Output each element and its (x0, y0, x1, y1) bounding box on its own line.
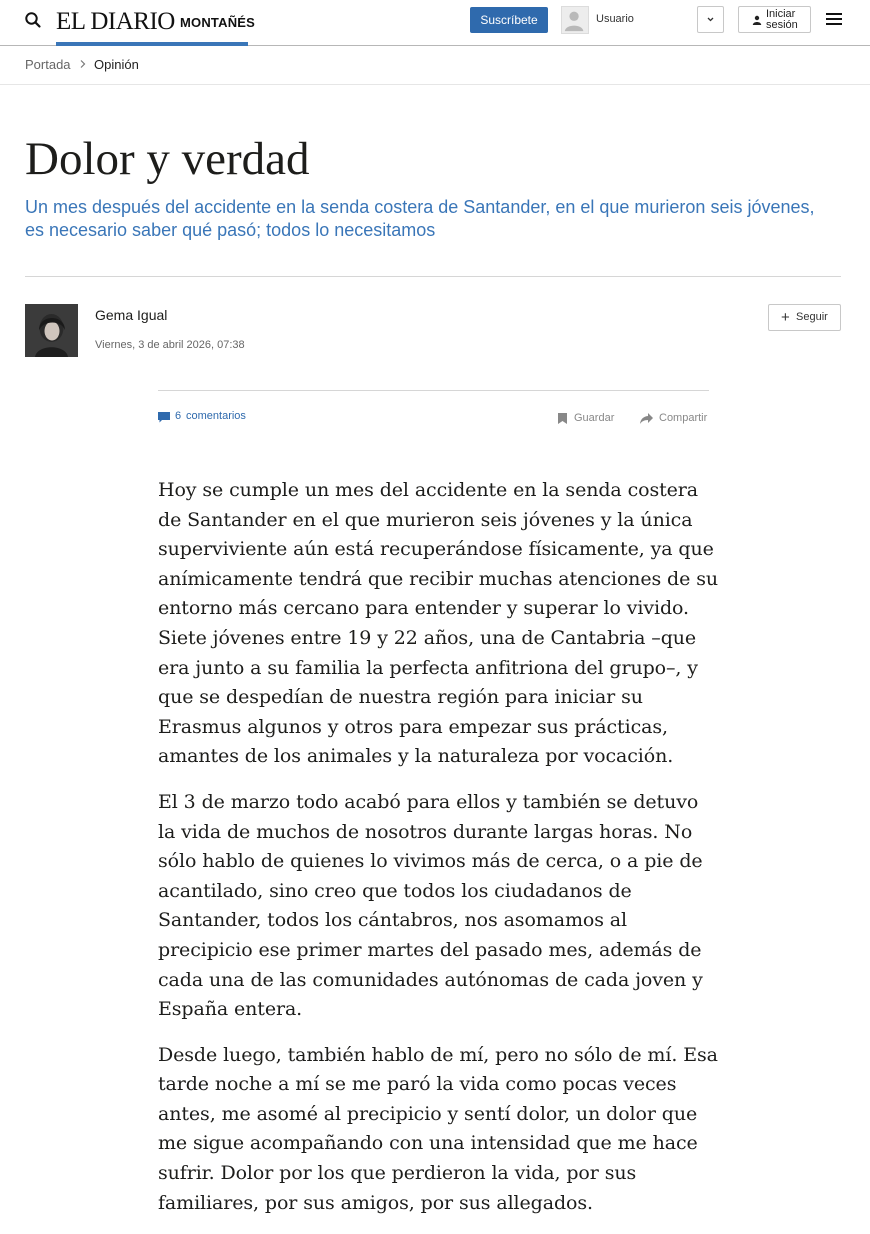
article-subtitle: Un mes después del accidente en la senda costera de Santander, en el que murieron seis jóvenes, es necesario saber qué pasó; todos lo necesitamos (25, 197, 815, 240)
save-label: Guardar (574, 412, 615, 424)
user-icon (562, 7, 588, 33)
menu-icon[interactable] (826, 12, 842, 26)
article-paragraph: Hoy se cumple un mes del accidente en la senda costera de Santander en el que murieron seis jóvenes y la única superviviente aún está recuperándose físicamente, ya que anímicamente tendrá que recibir muchas atenciones de su entorno más cercano para entender y superar lo vivido. Siete jóvenes entre 19 y 22 años, una de Cantabria –que era junto a su familia la perfecta anfitriona del grupo–, y que se despedían de nuestra región para iniciar su Erasmus algunos y otros para empezar sus prácticas, amantes de los animales y la naturaleza por vocación. (158, 479, 718, 768)
chevron-right-icon (78, 59, 88, 69)
author-photo[interactable] (25, 304, 78, 357)
search-icon[interactable] (24, 11, 42, 29)
plus-icon: + (781, 309, 790, 326)
bookmark-icon (558, 413, 567, 424)
chevron-down-icon (698, 7, 723, 32)
site-header (0, 0, 870, 46)
share-label: Compartir (659, 412, 708, 424)
share-icon (640, 413, 653, 424)
comments-label: comentarios (186, 410, 246, 422)
user-icon (752, 15, 762, 25)
site-logo[interactable] (56, 8, 256, 46)
divider (25, 276, 841, 277)
user-dropdown-toggle[interactable] (697, 6, 724, 33)
follow-label: Seguir (796, 311, 828, 323)
article-paragraph: El 3 de marzo todo acabó para ellos y también se detuvo la vida de muchos de nosotros durante largas horas. No sólo hablo de quienes lo vivimos más de cerca, o a pie de acantilado, sino creo que todos los ciudadanos de Santander, todos los cántabros, nos asomamos al precipicio ese primer martes del pasado mes, además de cada una de las comunidades autónomas de cada joven y España entera. (158, 790, 703, 1021)
article-title: Dolor y verdad (25, 133, 310, 185)
logo-sub-text: MONTAÑÉS (180, 15, 256, 30)
login-label: Iniciar sesión (766, 8, 798, 31)
article-body (158, 476, 718, 1234)
follow-button[interactable] (768, 304, 841, 331)
breadcrumb-current[interactable]: Opinión (94, 57, 139, 72)
publication-date: Viernes, 3 de abril 2026, 07:38 (95, 339, 245, 351)
user-avatar[interactable] (561, 6, 589, 34)
comment-icon (158, 412, 170, 423)
login-button[interactable] (738, 6, 811, 33)
comments-count: 6 (175, 410, 182, 422)
divider (158, 390, 709, 391)
author-name[interactable]: Gema Igual (95, 307, 168, 323)
author-avatar-image (25, 304, 78, 357)
breadcrumb (0, 46, 870, 85)
article-paragraph: Desde luego, también hablo de mí, pero no sólo de mí. Esa tarde noche a mí se me paró la vida como pocas veces antes, me asomé al precipicio y sentí dolor, un dolor que me sigue acompañando con una intensidad que me hace sufrir. Dolor por los que perdieron la vida, por sus familiares, por sus amigos, por sus allegados. (158, 1043, 718, 1214)
logo-main-text: EL DIARIO (56, 8, 175, 35)
user-label[interactable]: Usuario (596, 13, 634, 25)
subscribe-button[interactable]: Suscríbete (470, 7, 548, 33)
breadcrumb-home[interactable]: Portada (25, 57, 71, 72)
